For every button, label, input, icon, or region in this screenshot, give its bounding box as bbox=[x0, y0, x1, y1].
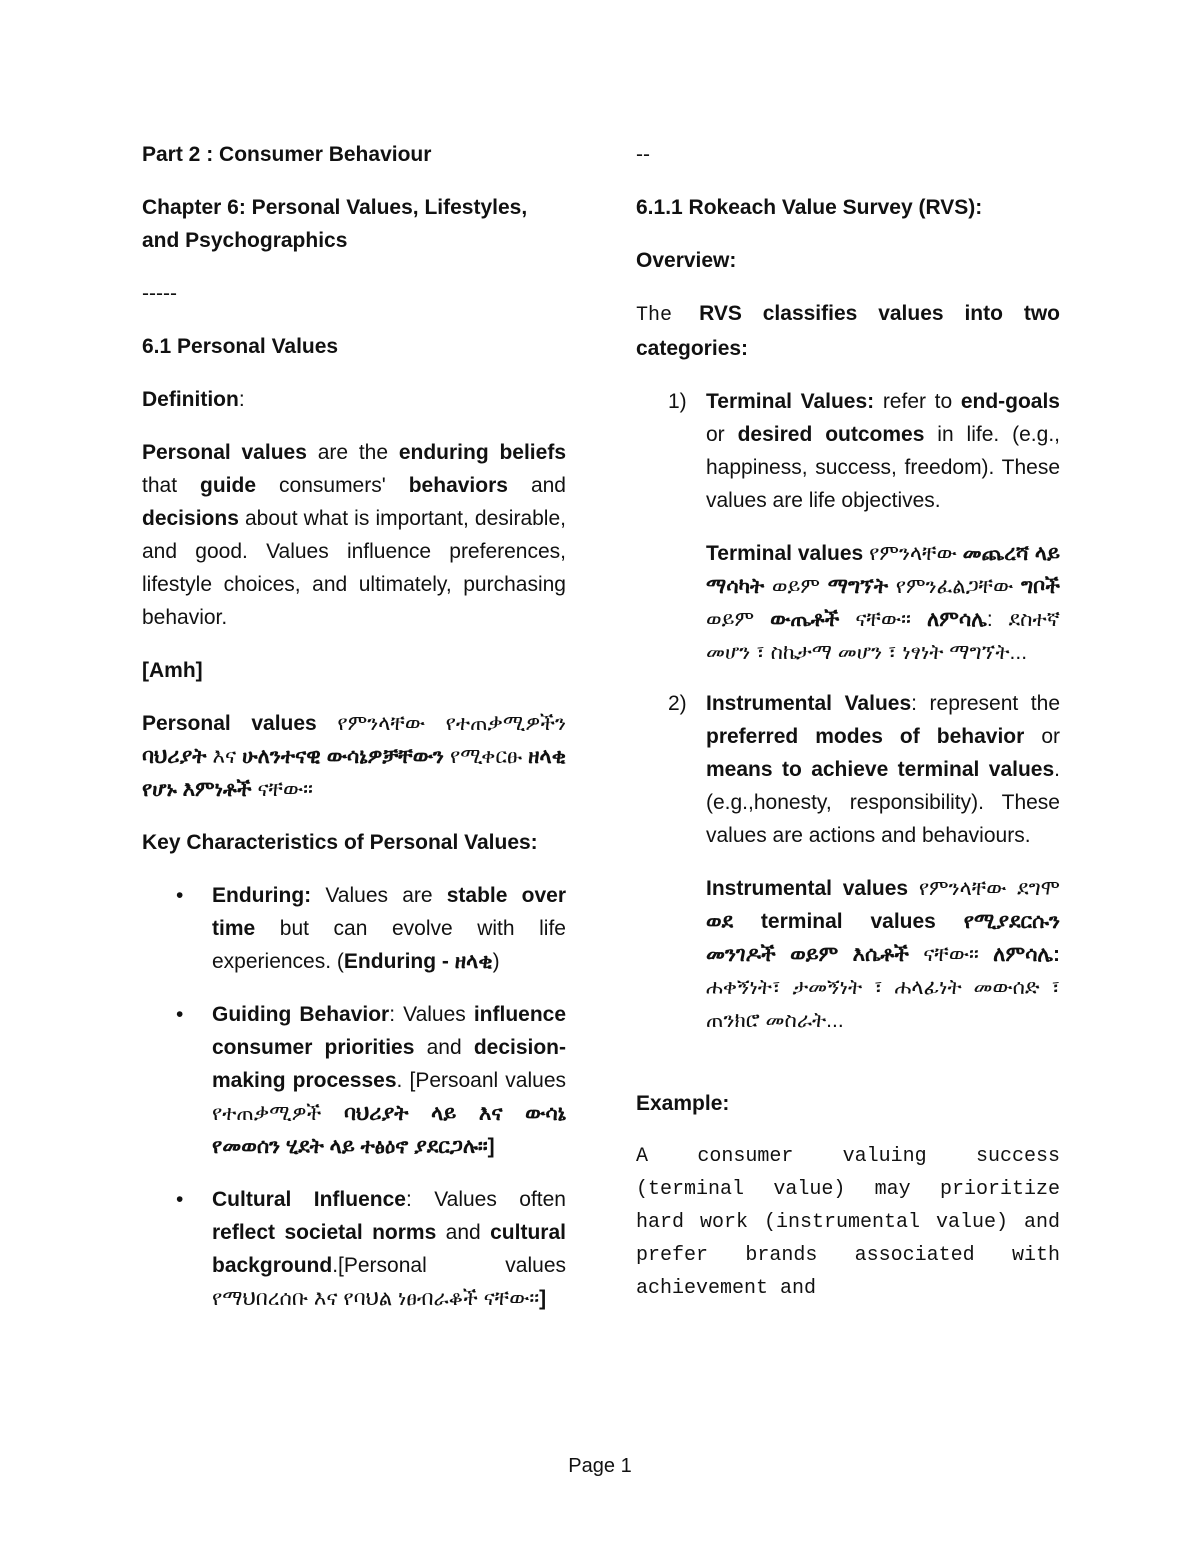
chapter-title: Chapter 6: Personal Values, Lifestyles, and Psychographics bbox=[142, 196, 528, 252]
bullet-term: Cultural Influence bbox=[212, 1188, 406, 1211]
amh-term: ሁለንተናዊ ውሳኔዎቻቸውን bbox=[242, 745, 444, 768]
bullet-term: influence consumer priorities bbox=[212, 1003, 567, 1059]
amh-term: Terminal values bbox=[706, 542, 864, 565]
item-text: in life. (e.g., happiness, success, freedom). These values are life objectives. bbox=[706, 423, 1060, 512]
list-item bbox=[636, 687, 1060, 1037]
bullet-text: and bbox=[414, 1036, 474, 1059]
item-text: refer to bbox=[874, 390, 961, 413]
def-term: Personal values bbox=[142, 441, 307, 464]
page-number: Page 1 bbox=[568, 1455, 632, 1477]
def-text: and bbox=[507, 474, 566, 497]
amh-term: ዘላቂ የሆኑ እምነቶች bbox=[142, 745, 566, 801]
list-item bbox=[142, 1183, 566, 1315]
item-number: 1) bbox=[668, 390, 687, 413]
example-label: Example: bbox=[636, 1092, 730, 1115]
amh-text: የሚቀርፁ bbox=[443, 745, 529, 768]
definition-colon: : bbox=[238, 388, 245, 411]
amh-text: ናቸው። bbox=[839, 608, 927, 631]
bullet-text: but can evolve with life experiences. ( bbox=[212, 917, 566, 973]
amh-text: ሐቀኝነት፣ ታመኝነት ፣ ሐላፊነት መውሰድ ፣ ጠንክሮ መስራት... bbox=[706, 976, 1060, 1032]
example-paragraph: A consumer valuing success (terminal value) may prioritize hard work (instrumental value) and prefer brands associated with achievement and bbox=[636, 1145, 1060, 1300]
amh-text: የምንላቸው የተጠቃሚዎችን bbox=[316, 712, 567, 735]
amh-label: [Amh] bbox=[142, 659, 203, 682]
amh-text: የምንላቸው ደግሞ bbox=[908, 877, 1060, 900]
bullet-term: cultural background bbox=[212, 1221, 566, 1277]
characteristics-list bbox=[142, 879, 566, 1315]
item-term: preferred modes of behavior bbox=[706, 725, 1025, 748]
left-column bbox=[142, 138, 566, 1335]
bullet-text: .[ bbox=[332, 1254, 344, 1277]
def-term: enduring beliefs bbox=[398, 441, 566, 464]
def-term: decisions bbox=[142, 507, 239, 530]
bullet-term: Guiding Behavior bbox=[212, 1003, 390, 1026]
amh-text: የምንላቸው bbox=[863, 542, 963, 565]
item-text: : represent the bbox=[911, 692, 1061, 715]
def-text: consumers' bbox=[256, 474, 409, 497]
amh-term: መጨረሻ ላይ ማሳካት bbox=[706, 542, 1060, 598]
amh-text: ወይም bbox=[706, 608, 771, 631]
amh-term: Instrumental values bbox=[706, 877, 909, 900]
item-description bbox=[706, 385, 1060, 517]
item-amharic bbox=[706, 872, 1060, 1037]
def-text: are the bbox=[306, 441, 399, 464]
bullet-term: reflect societal norms bbox=[212, 1221, 437, 1244]
amh-term: ለምሳሌ: bbox=[993, 943, 1060, 966]
amh-text: ናቸው። bbox=[908, 943, 994, 966]
bullet-text: and bbox=[436, 1221, 491, 1244]
def-text: that bbox=[142, 474, 201, 497]
bullet-term: Enduring: bbox=[212, 884, 312, 907]
bullet-text: Values are bbox=[311, 884, 447, 907]
bullet-text: . [ bbox=[396, 1069, 416, 1092]
amh-term: ማግኘት bbox=[827, 575, 889, 598]
definition-heading bbox=[142, 383, 566, 416]
bullet-term: ] bbox=[539, 1287, 547, 1310]
section-title: 6.1 Personal Values bbox=[142, 335, 339, 358]
amh-text: የምንፈልጋቸው bbox=[888, 575, 1021, 598]
amh-paragraph bbox=[142, 707, 566, 806]
amh-term: ለምሳሌ bbox=[926, 608, 987, 631]
amh-term: ግቦች bbox=[1020, 575, 1061, 598]
item-text: .(e.g.,honesty, responsibility). These values are actions and behaviours. bbox=[706, 758, 1060, 847]
list-item bbox=[142, 879, 566, 978]
part-title: Part 2 : Consumer Behaviour bbox=[142, 143, 432, 166]
def-term: behaviors bbox=[408, 474, 508, 497]
item-text: or bbox=[706, 423, 738, 446]
intro-text: The bbox=[636, 304, 700, 327]
def-text: about what is important, desirable, and good. Values influence preferences, lifestyle choices, and ultimately, purchasing behavior. bbox=[142, 507, 566, 629]
bullet-text: : Values often bbox=[405, 1188, 566, 1211]
subsection-title: 6.1.1 Rokeach Value Survey (RVS): bbox=[636, 196, 983, 219]
bullet-text: Persoanl values የተጠቃሚዎች bbox=[212, 1069, 566, 1125]
separator: ----- bbox=[142, 282, 177, 305]
separator: -- bbox=[636, 143, 650, 166]
key-characteristics-title: Key Characteristics of Personal Values: bbox=[142, 831, 538, 854]
item-description bbox=[706, 687, 1060, 852]
value-types-list bbox=[636, 385, 1060, 1037]
amh-text: ናቸው። bbox=[251, 778, 313, 801]
item-number: 2) bbox=[668, 692, 687, 715]
item-term: means to achieve terminal values bbox=[706, 758, 1055, 781]
amh-term: ባህሪያት bbox=[142, 745, 207, 768]
def-term: guide bbox=[200, 474, 257, 497]
bullet-text: : Values bbox=[389, 1003, 474, 1026]
bullet-term: decision-making processes bbox=[212, 1036, 566, 1092]
intro-term: RVS classifies values into two categories: bbox=[636, 302, 1060, 360]
overview-paragraph bbox=[636, 297, 1060, 365]
amh-term: ውጤቶች bbox=[770, 608, 840, 631]
bullet-text: ) bbox=[492, 950, 500, 973]
bullet-icon: • bbox=[176, 1003, 184, 1026]
item-text: or bbox=[1024, 725, 1060, 748]
item-amharic bbox=[706, 537, 1060, 669]
amh-term: Personal values bbox=[142, 712, 317, 735]
definition-paragraph bbox=[142, 436, 566, 634]
bullet-term: Enduring - ዘላቂ bbox=[343, 950, 493, 973]
bullet-term: stable over time bbox=[212, 884, 566, 940]
item-term: end-goals bbox=[960, 390, 1060, 413]
overview-label: Overview: bbox=[636, 249, 737, 272]
bullet-term: ባህሪያት ላይ እና ውሳኔ የመወሰን ሂደት ላይ ተፅዕኖ ያደርጋሉ።] bbox=[212, 1102, 566, 1158]
bullet-icon: • bbox=[176, 1188, 184, 1211]
bullet-text: Personal values የማህበረሰቡ እና የባህል ነፀብራቆች ናቸው። bbox=[212, 1254, 566, 1310]
list-item bbox=[636, 385, 1060, 669]
item-term: Instrumental Values bbox=[706, 692, 912, 715]
amh-text: እና bbox=[206, 745, 243, 768]
amh-text: ወይም bbox=[764, 575, 828, 598]
item-term: desired outcomes bbox=[737, 423, 925, 446]
item-term: Terminal Values: bbox=[706, 390, 875, 413]
right-column bbox=[636, 138, 1060, 1325]
list-item bbox=[142, 998, 566, 1163]
bullet-icon: • bbox=[176, 884, 184, 907]
amh-term: ወደ terminal values የሚያደርሱን መንገዶች ወይም እሴቶች bbox=[706, 910, 1060, 966]
amh-text: : ደስተኛ መሆን ፣ ስኬታማ መሆን ፣ ነፃነት ማግኘት... bbox=[706, 608, 1060, 664]
definition-label: Definition bbox=[142, 388, 239, 411]
